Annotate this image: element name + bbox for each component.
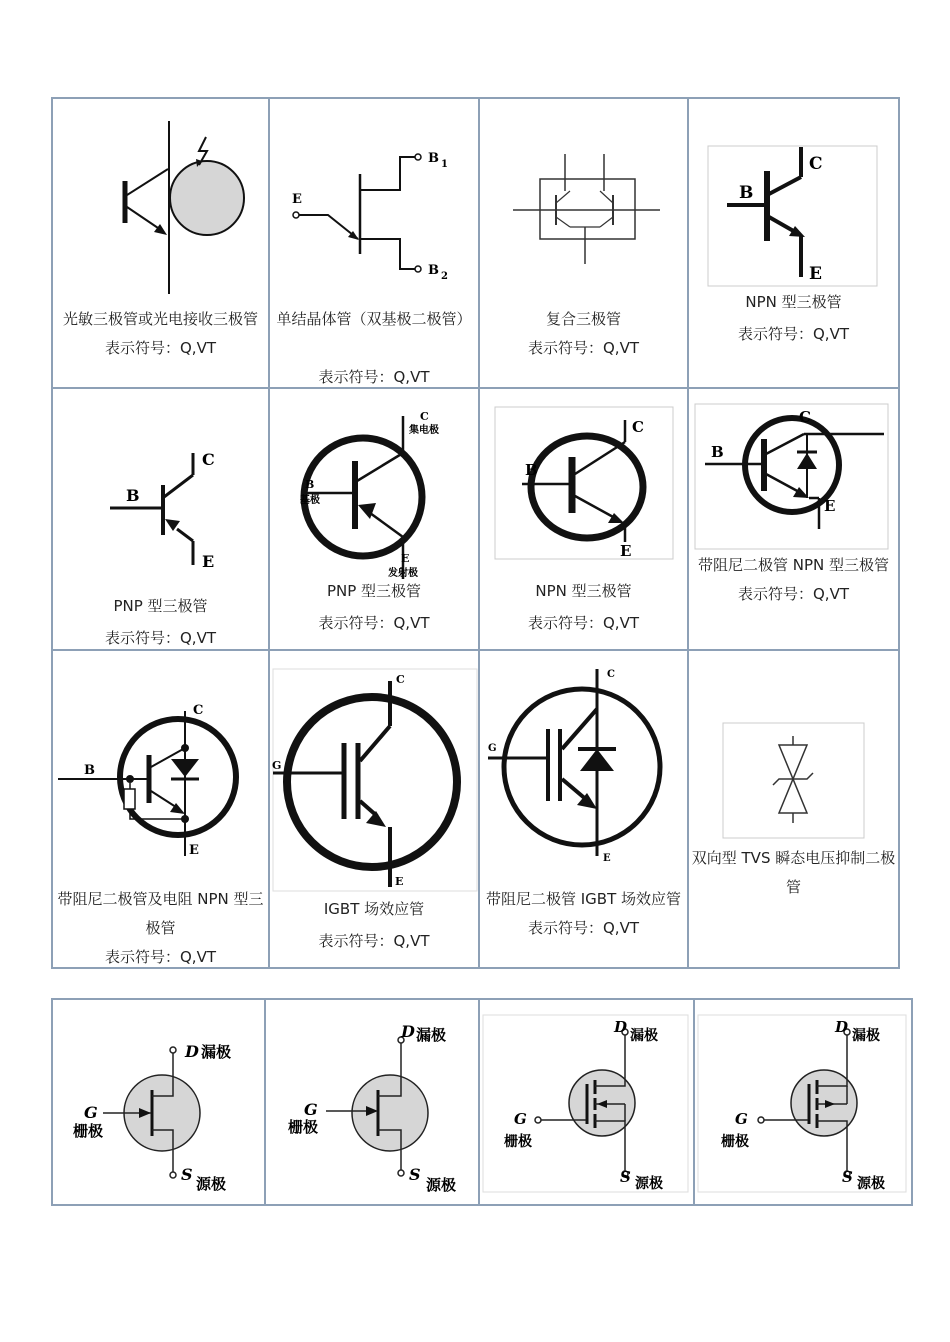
photo-transistor-symbol [53, 99, 269, 309]
cell-npn-damper [688, 388, 899, 650]
designator-text: 表示符号：Q,VT [105, 339, 216, 357]
pin-d-cn-label: 漏极 [201, 1043, 232, 1061]
pin-e-label: E [401, 552, 410, 565]
cell-photo-transistor [52, 98, 269, 388]
pin-c-label: C [809, 154, 823, 174]
pin-s-label: S [181, 1165, 193, 1184]
pin-g-label: G [84, 1103, 98, 1122]
pin-s-cn-label: 源极 [857, 1176, 885, 1192]
pin-g-cn-label: 栅极 [73, 1122, 104, 1140]
cell-npn-b [479, 388, 688, 650]
pin-b1-label: B [428, 151, 439, 166]
component-name: PNP 型三极管 [326, 582, 422, 600]
pin-g-cn-label: 栅极 [288, 1118, 319, 1136]
pin-d-cn-label: 漏极 [852, 1028, 880, 1044]
designator-text: 表示符号：Q,VT [318, 614, 430, 632]
compound-transistor-symbol [480, 99, 688, 309]
igbt-damper-symbol [480, 651, 688, 876]
tvs-diode-symbol [689, 651, 899, 851]
component-name: 带阻尼二极管 IGBT 场效应管 [485, 890, 682, 908]
pin-d-cn-label: 漏极 [416, 1026, 447, 1044]
cell-pnp-a [52, 388, 269, 650]
cell-jfet-n [52, 999, 265, 1205]
npn-damper-resistor-symbol [53, 651, 269, 871]
pin-s-cn-label: 源极 [635, 1176, 663, 1192]
cell-npn-damper-r [52, 650, 269, 968]
mosfet-n-symbol [480, 1000, 694, 1205]
cell-compound [479, 98, 688, 388]
component-name: 带阻尼二极管 NPN 型三极管 [697, 556, 890, 574]
jfet-p-symbol [266, 1000, 479, 1205]
pin-e-label: E [292, 192, 302, 207]
cell-mosfet-p [694, 999, 912, 1205]
pin-g-label: G [272, 759, 282, 772]
npn-b-caption [480, 577, 687, 638]
pin-b2-label: B [428, 263, 439, 278]
pin-b1-sub: 1 [441, 159, 448, 170]
igbt-caption [270, 895, 478, 956]
designator-text: 表示符号：Q,VT [738, 325, 849, 343]
pin-b-cn-label: 基极 [300, 495, 320, 506]
npn-symbol [689, 99, 899, 299]
designator-text: 表示符号：Q,VT [528, 614, 639, 632]
pin-g-label: G [735, 1110, 748, 1128]
pin-b-label: B [305, 478, 315, 491]
pin-e-label: E [824, 497, 836, 515]
pin-s-cn-label: 源极 [426, 1176, 457, 1194]
pin-e-cn-label: 发射极 [388, 568, 418, 579]
component-name: 复合三极管 [545, 310, 621, 328]
cell-igbt [269, 650, 479, 968]
mosfet-p-symbol [695, 1000, 912, 1205]
npn-damper-caption [689, 551, 898, 609]
component-name: 带阻尼二极管及电阻 NPN 型三极管 [57, 890, 264, 937]
pin-b-label: B [84, 763, 95, 778]
component-name: IGBT 场效应管 [323, 900, 425, 918]
pin-c-label: C [420, 410, 429, 423]
pin-b-label: B [126, 486, 140, 505]
pnp-b-caption [270, 577, 478, 638]
pin-d-label: D [614, 1018, 628, 1036]
designator-text: 表示符号：Q,VT [105, 948, 216, 966]
cell-npn-a [688, 98, 899, 388]
component-name: 双向型 TVS 瞬态电压抑制二极管 [691, 849, 896, 896]
cell-tvs [688, 650, 899, 968]
cell-pnp-b [269, 388, 479, 650]
pnp-circle-symbol [270, 389, 479, 589]
component-name: NPN 型三极管 [745, 293, 842, 311]
transistor-symbol-table [51, 97, 900, 969]
pin-c-label: C [193, 703, 204, 718]
component-name: 光敏三极管或光电接收三极管 [62, 310, 258, 328]
pin-e-label: E [202, 552, 215, 571]
tvs-caption [689, 844, 898, 902]
component-name: 单结晶体管（双基极二极管） [276, 310, 472, 328]
pin-d-cn-label: 漏极 [630, 1028, 658, 1044]
component-name: NPN 型三极管 [535, 582, 632, 600]
designator-text: 表示符号：Q,VT [738, 585, 849, 603]
cell-ujt [269, 98, 479, 388]
pin-s-label: S [409, 1165, 421, 1184]
igbt-damper-caption [480, 885, 687, 943]
pin-d-label: D [835, 1018, 849, 1036]
pin-s-label: S [842, 1168, 853, 1186]
pin-b-label: B [525, 461, 538, 479]
npn-a-caption [689, 288, 898, 349]
pin-g-label: G [488, 743, 497, 754]
igbt-symbol [270, 651, 479, 896]
pin-d-label: D [185, 1042, 199, 1061]
pin-e-label: E [620, 542, 632, 560]
designator-text: 表示符号：Q,VT [528, 339, 639, 357]
npn-damper-symbol [689, 389, 899, 559]
pin-g-cn-label: 栅极 [504, 1134, 532, 1150]
pin-s-cn-label: 源极 [196, 1175, 227, 1193]
ujt-caption [270, 305, 478, 388]
pnp-a-caption [53, 592, 268, 650]
component-name: PNP 型三极管 [113, 597, 208, 615]
jfet-n-symbol [53, 1000, 265, 1205]
cell-jfet-p [265, 999, 479, 1205]
pin-c-label: C [396, 673, 405, 686]
ujt-symbol [270, 99, 479, 309]
cell-mosfet-n [479, 999, 694, 1205]
designator-text: 表示符号：Q,VT [528, 919, 639, 937]
npn-circle-symbol [480, 389, 688, 589]
npn-damper-r-caption [53, 885, 268, 968]
compound-caption [480, 305, 687, 363]
photo-transistor-caption [53, 305, 268, 363]
pin-b-label: B [711, 443, 724, 461]
pin-d-label: D [401, 1022, 415, 1041]
cell-igbt-damper [479, 650, 688, 968]
pin-g-label: G [304, 1100, 318, 1119]
fet-symbol-table [51, 998, 913, 1206]
pin-g-cn-label: 栅极 [721, 1134, 749, 1150]
pin-e-label: E [395, 875, 404, 888]
pin-c-label: C [632, 418, 644, 436]
pin-e-label: E [809, 264, 822, 284]
pin-c-label: C [607, 669, 615, 680]
pin-b2-sub: 2 [441, 271, 448, 282]
designator-text: 表示符号：Q,VT [105, 629, 216, 647]
pin-e-label: E [603, 853, 611, 864]
designator-text: 表示符号：Q,VT [318, 932, 430, 950]
pin-c-label: C [799, 408, 811, 426]
pin-c-cn-label: 集电极 [409, 425, 439, 436]
pin-c-label: C [202, 450, 215, 469]
pin-g-label: G [514, 1110, 527, 1128]
pin-b-label: B [739, 183, 754, 203]
pnp-symbol [53, 389, 269, 589]
pin-e-label: E [189, 843, 199, 858]
pin-s-label: S [620, 1168, 631, 1186]
designator-text: 表示符号：Q,VT [318, 368, 430, 386]
